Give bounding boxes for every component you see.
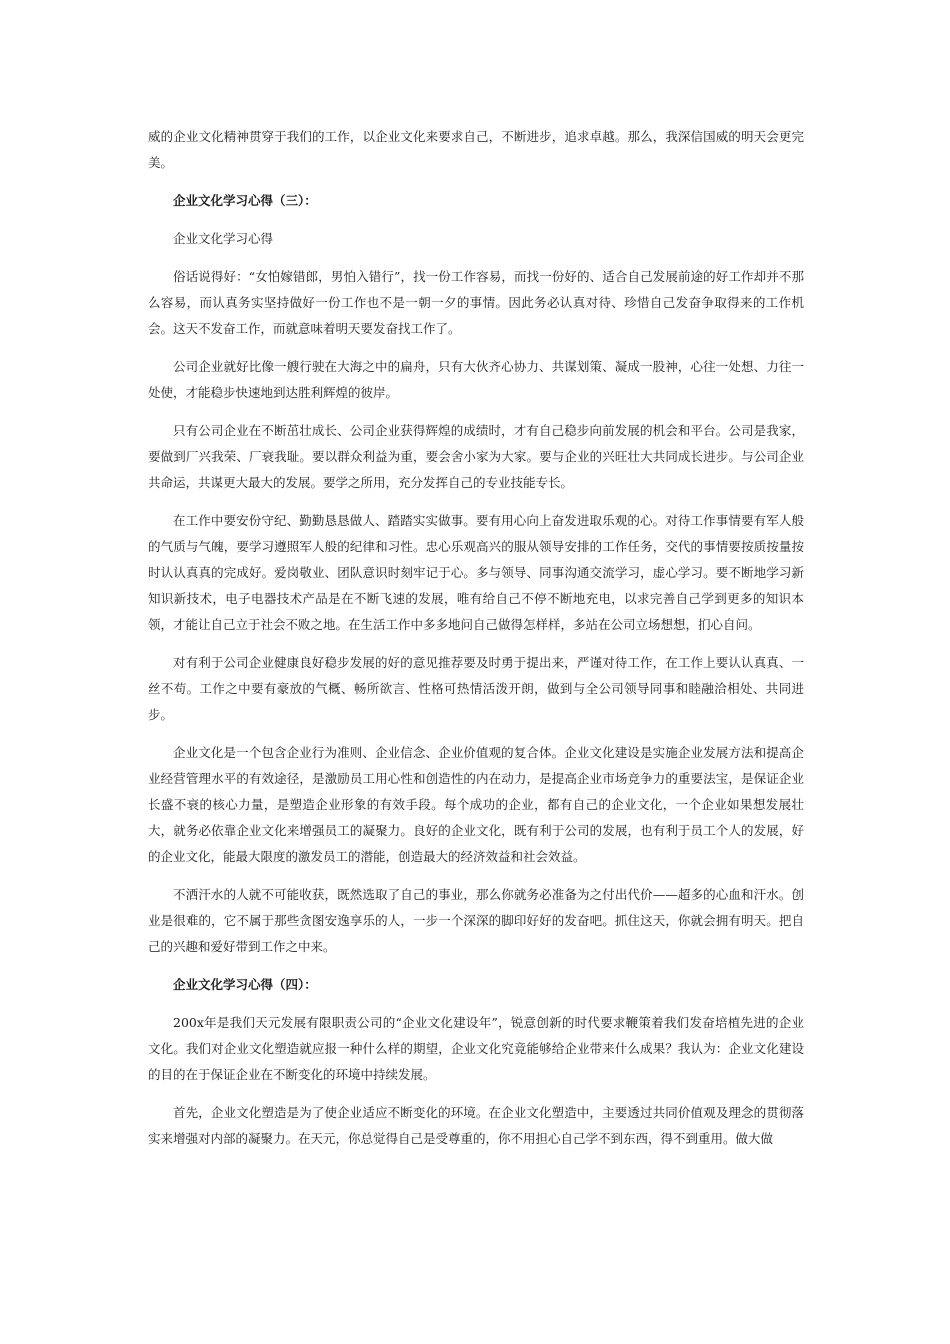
body-paragraph: 对有利于公司企业健康良好稳步发展的好的意见推荐要及时勇于提出来，严谨对待工作，在工作上要认认真真、一丝不苟。工作之中要有豪放的气概、畅所欲言、性格可热情活泼开朗，做到与全公司领导同事和睦融洽相处、共同进步。 [148, 655, 804, 722]
body-paragraph: 公司企业就好比像一艘行驶在大海之中的扁舟，只有大伙齐心协力、共谋划策、凝成一股神，心往一处想、力往一处使，才能稳步快速地到达胜利辉煌的彼岸。 [148, 359, 804, 400]
body-paragraph: 首先，企业文化塑造是为了使企业适应不断变化的环境。在企业文化塑造中，主要透过共同价值观及理念的贯彻落实来增强对内部的凝聚力。在天元，你总觉得自己是受尊重的，你不用担心自己学不到东西，得不到重用。做大做 [148, 1105, 804, 1146]
body-paragraph: 企业文化是一个包含企业行为准则、企业信念、企业价值观的复合体。企业文化建设是实施企业发展方法和提高企业经营管理水平的有效途径，是激励员工用心性和创造性的内在动力，是提高企业市场竞争力的重要法宝，是保证企业长盛不衰的核心力量，是塑造企业形象的有效手段。每个成功的企业，都有自己的企业文化，一个企业如果想发展壮大，就务必依靠企业文化来增强员工的凝聚力。良好的企业文化，既有利于公司的发展，也有利于员工个人的发展，好的企业文化，能最大限度的激发员工的潜能，创造最大的经济效益和社会效益。 [148, 745, 804, 864]
body-paragraph: 在工作中要安份守纪、勤勤恳恳做人、踏踏实实做事。要有用心向上奋发进取乐观的心。对待工作事情要有军人般的气质与气魄，要学习遵照军人般的纪律和习性。忠心乐观高兴的服从领导安排的工作任务，交代的事情要按质按量按时认认真真的完成好。爱岗敬业、团队意识时刻牢记于心。多与领导、同事沟通交流学习，虚心学习。要不断地学习新知识新技术，电子电器技术产品是在不断飞速的发展，唯有给自己不停不断地充电，以求完善自己学到更多的知识本领，才能让自己立于社会不败之地。在生活工作中多多地问自己做得怎样样，多站在公司立场想想，扪心自问。 [148, 513, 804, 632]
body-paragraph: 只有公司企业在不断茁壮成长、公司企业获得辉煌的成绩时，才有自己稳步向前发展的机会和平台。公司是我家，要做到厂兴我荣、厂衰我耻。要以群众利益为重，要会舍小家为大家。要与企业的兴旺壮大共同成长进步。与公司企业共命运，共谋更大最大的发展。要学之所用，充分发挥自己的专业技能专长。 [148, 423, 804, 490]
section4-heading: 企业文化学习心得（四）： [173, 977, 317, 992]
body-paragraph: 俗话说得好：“女怕嫁错郎，男怕入错行”，找一份工作容易，而找一份好的、适合自己发展前途的好工作却并不那么容易，而认真务实坚持做好一份工作也不是一朝一夕的事情。因此务必认真对待、珍惜自己发奋争取得来的工作机会。这天不发奋工作，而就意味着明天要发奋找工作了。 [148, 269, 804, 336]
section3-subtitle: 企业文化学习心得 [173, 231, 274, 246]
body-paragraph: 不洒汗水的人就不可能收获，既然选取了自己的事业，那么你就务必准备为之付出代价——超多的心血和汗水。创业是很难的，它不属于那些贪图安逸享乐的人，一步一个深深的脚印好好的发奋吧。抓住这天，你就会拥有明天。把自己的兴趣和爱好带到工作之中来。 [148, 887, 804, 954]
section3-heading: 企业文化学习心得（三）： [173, 193, 317, 208]
body-paragraph: 200x年是我们天元发展有限职责公司的“企业文化建设年”，锐意创新的时代要求鞭策着我们发奋培植先进的企业文化。我们对企业文化塑造就应报一种什么样的期望，企业文化究竟能够给企业带来什么成果？我认为：企业文化建设的目的在于保证企业在不断变化的环境中持续发展。 [148, 1015, 804, 1082]
intro-continuation-paragraph: 威的企业文化精神贯穿于我们的工作，以企业文化来要求自己，不断进步，追求卓越。那么，我深信国威的明天会更完美。 [148, 129, 804, 170]
document-page [148, 124, 804, 1164]
